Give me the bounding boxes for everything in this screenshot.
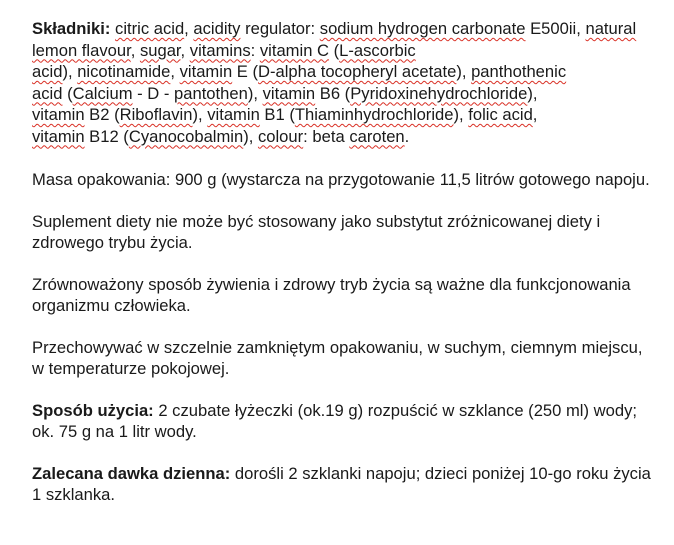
daily-dose-paragraph <box>32 463 658 506</box>
ingredient-text: B1 ( <box>259 105 295 124</box>
ingredient-text: ), <box>243 126 258 146</box>
ingredient-text: E500ii, <box>525 19 586 38</box>
ingredient-text: Riboflavin <box>119 105 193 124</box>
ingredient-text: nicotinamide <box>77 62 171 81</box>
ingredient-text: sodium hydrogen carbonate <box>319 19 526 38</box>
ingredient-text: natural lemon flavour <box>32 19 637 60</box>
ingredient-text: caroten <box>349 126 405 146</box>
ingredients-label: Składniki: <box>32 19 111 38</box>
ingredients-paragraph <box>32 18 658 147</box>
ingredient-text: vitamin <box>179 62 233 81</box>
ingredient-text: Thiaminhydrochloride <box>294 105 454 124</box>
ingredient-text: , <box>170 62 180 81</box>
ingredient-text: , <box>532 105 538 124</box>
ingredient-text: - D - <box>132 83 175 103</box>
ingredient-text: regulator: <box>240 19 320 38</box>
ingredient-text: acid <box>32 62 63 81</box>
ingredient-text: Calcium <box>72 83 133 103</box>
ingredient-text: acidity <box>193 19 241 38</box>
storage-paragraph: Przechowywać w szczelnie zamkniętym opakowaniu, w suchym, ciemnym miejscu, w temperaturze pokojowej. <box>32 337 643 378</box>
ingredient-text: colour <box>257 126 304 146</box>
ingredient-text: B2 ( <box>84 105 120 124</box>
ingredient-text: . <box>404 126 410 146</box>
ingredient-text: ( <box>62 83 73 103</box>
ingredient-text: , <box>180 40 190 60</box>
ingredient-text: vitamin <box>262 83 316 103</box>
ingredient-text: vitamin C <box>259 40 330 60</box>
ingredient-text: , <box>130 40 140 60</box>
daily-dose-label: Zalecana dawka dzienna: <box>32 463 231 483</box>
ingredient-text: ( <box>329 40 340 60</box>
ingredient-text: : <box>250 40 260 60</box>
ingredient-text: ), <box>247 83 263 103</box>
ingredient-text: acid <box>32 83 63 103</box>
ingredient-text: sugar <box>139 40 181 60</box>
usage-text: 2 czubate łyżeczki (ok.19 g) rozpuścić w szklance (250 ml) wody; ok. 75 g na 1 litr wody. <box>32 400 637 441</box>
ingredient-text: vitamins <box>189 40 251 60</box>
ingredient-text: : beta <box>303 126 350 146</box>
daily-dose-text: dorośli 2 szklanki napoju; dzieci poniżej 10-go roku życia 1 szklanka. <box>32 463 651 504</box>
ingredient-text: Pyridoxinehydrochloride <box>350 83 528 103</box>
ingredient-text: ), <box>527 83 538 103</box>
package-weight-paragraph: Masa opakowania: 900 g (wystarcza na przygotowanie 11,5 litrów gotowego napoju. <box>32 170 650 189</box>
usage-label: Sposób użycia: <box>32 400 154 420</box>
ingredient-text: vitamin <box>32 105 85 124</box>
ingredient-text: citric acid <box>115 19 185 38</box>
ingredient-text: ), <box>453 105 469 124</box>
ingredient-text: ), <box>62 62 78 81</box>
ingredient-text: ), <box>456 62 472 81</box>
ingredient-text: folic acid <box>468 105 533 124</box>
ingredient-text: D-alpha tocopheryl acetate <box>258 62 457 81</box>
ingredient-text: , <box>184 19 194 38</box>
ingredient-text: vitamin <box>32 126 85 146</box>
ingredient-text: ), <box>192 105 208 124</box>
ingredient-text: panthothenic <box>471 62 567 81</box>
ingredient-text: E ( <box>232 62 258 81</box>
ingredient-text: Cyanocobalmin <box>128 126 244 146</box>
supplement-warning-paragraph: Suplement diety nie może być stosowany jako substytut zróżnicowanej diety i zdrowego trybu życia. <box>32 211 601 252</box>
ingredient-text: L-ascorbic <box>339 40 416 60</box>
balanced-diet-paragraph: Zrównoważony sposób żywienia i zdrowy tryb życia są ważne dla funkcjonowania organizmu człowieka. <box>32 274 631 315</box>
ingredient-text: B12 ( <box>84 126 129 146</box>
ingredient-text: pantothen <box>174 83 248 103</box>
ingredient-text: B6 ( <box>315 83 351 103</box>
usage-paragraph <box>32 400 658 443</box>
ingredient-text: vitamin <box>207 105 260 124</box>
